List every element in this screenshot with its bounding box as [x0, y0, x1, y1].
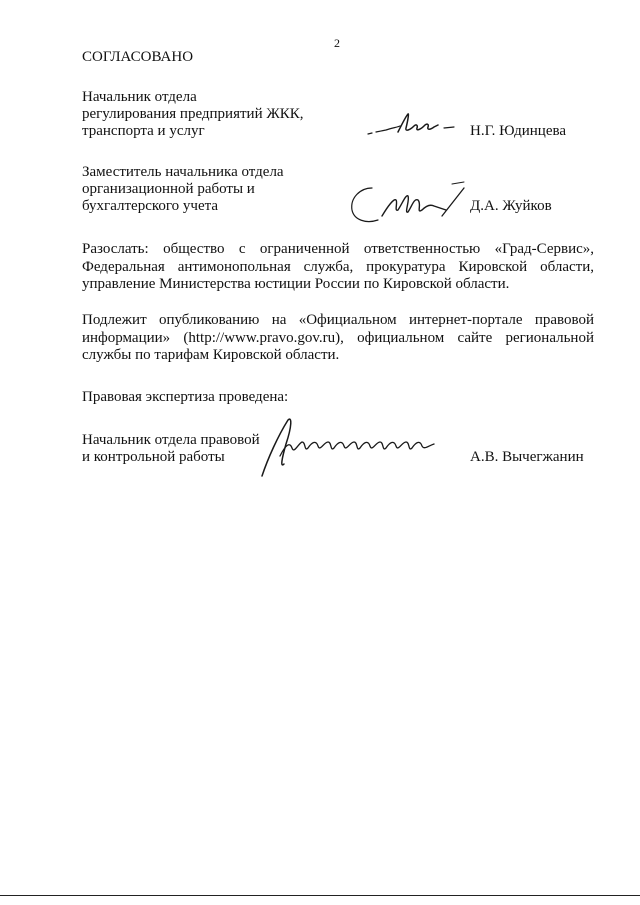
page-bottom-rule — [0, 895, 640, 896]
signatory-1-title-line-3: транспорта и услуг — [82, 123, 205, 139]
publication-paragraph: Подлежит опубликованию на «Официальном интернет-портале правовой информации» (http://www.pravo.gov.ru), официальном сайте региональной службы по тарифам Кировской области. — [82, 312, 594, 363]
legal-signatory-title-line-1: Начальник отдела правовой — [82, 432, 260, 448]
legal-signatory-name: А.В. Вычегжанин — [470, 449, 584, 465]
signature-zhuikov — [342, 180, 472, 232]
signatory-2-title-line-3: бухгалтерского учета — [82, 198, 219, 214]
signatory-1-name: Н.Г. Юдинцева — [470, 123, 567, 139]
approved-heading: СОГЛАСОВАНО — [82, 49, 194, 65]
legal-review-note: Правовая экспертиза проведена: — [82, 389, 289, 405]
distribution-paragraph: Разослать: общество с ограниченной ответственностью «Град-Сервис», Федеральная антимонопольная служба, прокуратура Кировской области, управление Министерства юстиции России по Кировской области. — [82, 241, 594, 292]
signatory-2-title-line-1: Заместитель начальника отдела — [82, 164, 284, 180]
page-number: 2 — [334, 36, 340, 50]
signature-yudintseva — [362, 108, 462, 140]
signatory-1-title-line-2: регулирования предприятий ЖКК, — [82, 106, 304, 122]
signatory-2-title-line-2: организационной работы и — [82, 181, 255, 197]
legal-signatory-title-line-2: и контрольной работы — [82, 449, 225, 465]
signature-vychegzhanin — [258, 414, 442, 480]
signatory-1-title-line-1: Начальник отдела — [82, 89, 197, 105]
signatory-2-name: Д.А. Жуйков — [470, 198, 552, 214]
